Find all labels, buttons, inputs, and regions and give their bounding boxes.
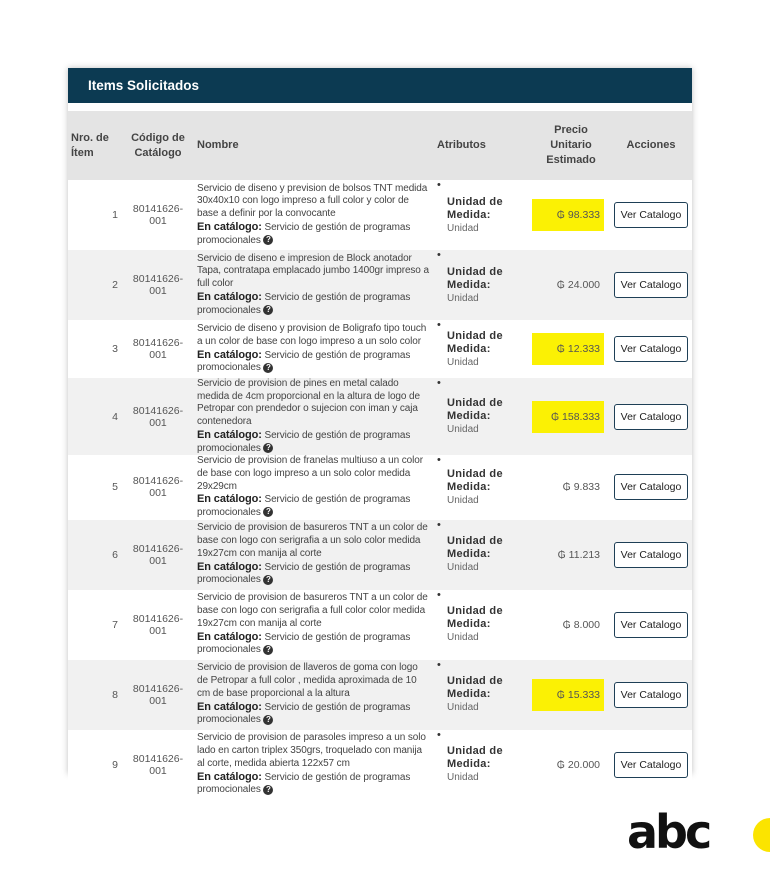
catalog-value: Servicio de gestión de programas promocionales bbox=[197, 349, 411, 374]
item-name-cell bbox=[194, 660, 434, 730]
attr-value: Unidad bbox=[447, 292, 479, 304]
item-code: 80141626-001 bbox=[122, 520, 194, 590]
item-attributes bbox=[434, 250, 532, 320]
item-code: 80141626-001 bbox=[122, 455, 194, 520]
item-name-cell bbox=[194, 250, 434, 320]
help-icon[interactable]: ? bbox=[263, 785, 273, 795]
table-row bbox=[68, 730, 692, 800]
attr-label: Unidad de Medida: bbox=[447, 467, 503, 493]
item-name: Servicio de provision de basureros TNT a un color de base con logo con serigrafia a full color color medida 19x27cm con manija al corte bbox=[197, 592, 428, 629]
ver-catalogo-button[interactable]: Ver Catalogo bbox=[614, 612, 688, 638]
item-name: Servicio de provision de llaveros de goma con logo de Petropar a full color , medida aproximada de 10 cm de base proporcional a la altura bbox=[197, 662, 418, 699]
attr-label: Unidad de Medida: bbox=[447, 397, 503, 423]
ver-catalogo-button[interactable]: Ver Catalogo bbox=[614, 752, 688, 778]
item-actions bbox=[610, 520, 692, 590]
item-price: ₲ 20.000 bbox=[556, 758, 600, 771]
item-price: ₲ 11.213 bbox=[557, 548, 600, 561]
item-name: Servicio de diseno y prevision de bolsos TNT medida 30x40x10 con logo impreso a full color y color de base a definir por la convocante bbox=[197, 182, 428, 220]
item-name-cell bbox=[194, 730, 434, 800]
ver-catalogo-button[interactable]: Ver Catalogo bbox=[614, 682, 688, 708]
col-header-acciones: Acciones bbox=[610, 111, 692, 180]
item-name-cell bbox=[194, 590, 434, 660]
item-price-cell bbox=[532, 455, 610, 520]
item-price-cell bbox=[532, 520, 610, 590]
item-name-cell bbox=[194, 378, 434, 455]
item-price: ₲ 9.833 bbox=[562, 481, 600, 494]
col-header-atributos: Atributos bbox=[434, 111, 532, 180]
catalog-label: En catálogo: bbox=[197, 770, 262, 783]
bullet-icon: • bbox=[437, 658, 441, 671]
attr-value: Unidad bbox=[447, 222, 479, 234]
item-number: 5 bbox=[68, 455, 122, 520]
attr-label: Unidad de Medida: bbox=[447, 195, 503, 221]
col-header-codigo: Código de Catálogo bbox=[122, 111, 194, 180]
catalog-value: Servicio de gestión de programas promocionales bbox=[197, 291, 411, 316]
catalog-value: Servicio de gestión de programas promocionales bbox=[197, 701, 411, 726]
help-icon[interactable]: ? bbox=[263, 645, 273, 655]
attr-value: Unidad bbox=[447, 424, 479, 436]
item-attributes bbox=[434, 730, 532, 800]
catalog-value: Servicio de gestión de programas promocionales bbox=[197, 771, 411, 796]
item-actions bbox=[610, 590, 692, 660]
item-attributes bbox=[434, 378, 532, 455]
bullet-icon: • bbox=[437, 377, 441, 389]
item-name: Servicio de provision de parasoles impreso a un solo lado en carton triplex 350grs, troquelado con manija al corte, medida abierta 122x57 cm bbox=[197, 732, 426, 769]
attr-label: Unidad de Medida: bbox=[447, 535, 503, 561]
catalog-label: En catálogo: bbox=[197, 290, 262, 303]
table-row bbox=[68, 520, 692, 590]
item-number: 8 bbox=[68, 660, 122, 730]
attr-value: Unidad bbox=[447, 356, 479, 368]
catalog-label: En catálogo: bbox=[197, 560, 262, 573]
table-row bbox=[68, 320, 692, 378]
items-panel bbox=[68, 68, 692, 796]
item-name: Servicio de provision de basureros TNT a un color de base con logo con serigrafia a un solo color medida 19x27cm con manija al corte bbox=[197, 522, 428, 559]
attr-label: Unidad de Medida: bbox=[447, 745, 503, 771]
item-name-cell bbox=[194, 520, 434, 590]
help-icon[interactable]: ? bbox=[263, 575, 273, 585]
item-actions bbox=[610, 378, 692, 455]
attr-label: Unidad de Medida: bbox=[447, 265, 503, 291]
item-actions bbox=[610, 250, 692, 320]
item-attributes bbox=[434, 660, 532, 730]
catalog-label: En catálogo: bbox=[197, 428, 262, 441]
item-attributes bbox=[434, 455, 532, 520]
catalog-value: Servicio de gestión de programas promocionales bbox=[197, 429, 411, 454]
item-price-cell bbox=[532, 378, 610, 455]
table-row bbox=[68, 378, 692, 455]
item-price: ₲ 15.333 bbox=[531, 679, 604, 711]
item-name-cell bbox=[194, 180, 434, 250]
attr-value: Unidad bbox=[447, 562, 479, 574]
table-row bbox=[68, 455, 692, 520]
attr-label: Unidad de Medida: bbox=[447, 675, 503, 701]
item-actions bbox=[610, 660, 692, 730]
bullet-icon: • bbox=[437, 728, 441, 741]
item-price: ₲ 8.000 bbox=[562, 618, 600, 631]
attr-value: Unidad bbox=[447, 702, 479, 714]
items-table bbox=[68, 111, 692, 800]
ver-catalogo-button[interactable]: Ver Catalogo bbox=[614, 474, 688, 500]
panel-title: Items Solicitados bbox=[68, 68, 692, 103]
catalog-label: En catálogo: bbox=[197, 220, 262, 233]
item-name: Servicio de provision de franelas multiuso a un color de base con logo impreso a un solo color medida 29x29cm bbox=[197, 455, 423, 492]
table-row bbox=[68, 250, 692, 320]
bullet-icon: • bbox=[437, 454, 441, 467]
ver-catalogo-button[interactable]: Ver Catalogo bbox=[614, 336, 688, 362]
item-code: 80141626-001 bbox=[122, 378, 194, 455]
ver-catalogo-button[interactable]: Ver Catalogo bbox=[614, 542, 688, 568]
attr-label: Unidad de Medida: bbox=[447, 329, 503, 355]
item-price: ₲ 98.333 bbox=[531, 199, 604, 231]
help-icon[interactable]: ? bbox=[263, 363, 273, 373]
logo-yellow-mark bbox=[753, 818, 770, 852]
bullet-icon: • bbox=[437, 249, 441, 261]
item-price: ₲ 158.333 bbox=[531, 401, 604, 433]
catalog-label: En catálogo: bbox=[197, 630, 262, 643]
item-price: ₲ 24.000 bbox=[556, 279, 600, 291]
item-number: 9 bbox=[68, 730, 122, 800]
item-code: 80141626-001 bbox=[122, 660, 194, 730]
table-row bbox=[68, 590, 692, 660]
item-attributes bbox=[434, 520, 532, 590]
item-number: 6 bbox=[68, 520, 122, 590]
item-attributes bbox=[434, 320, 532, 378]
item-price-cell bbox=[532, 590, 610, 660]
item-name-cell bbox=[194, 455, 434, 520]
item-name: Servicio de provision de pines en metal calado medida de 4cm proporcional en la altura de logo de Petropar con prendedor o sujecion con iman y caja contenedora bbox=[197, 378, 420, 428]
item-price-cell bbox=[532, 730, 610, 800]
item-actions bbox=[610, 730, 692, 800]
ver-catalogo-button[interactable]: Ver Catalogo bbox=[614, 272, 688, 298]
bullet-icon: • bbox=[437, 179, 441, 191]
catalog-value: Servicio de gestión de programas promocionales bbox=[197, 221, 411, 246]
abc-logo bbox=[627, 805, 770, 860]
catalog-label: En catálogo: bbox=[197, 348, 262, 361]
item-price-cell bbox=[532, 180, 610, 250]
item-number: 7 bbox=[68, 590, 122, 660]
item-actions bbox=[610, 180, 692, 250]
help-icon[interactable]: ? bbox=[263, 235, 273, 245]
attr-value: Unidad bbox=[447, 632, 479, 644]
item-code: 80141626-001 bbox=[122, 320, 194, 378]
attr-value: Unidad bbox=[447, 772, 479, 784]
item-actions bbox=[610, 320, 692, 378]
table-row bbox=[68, 660, 692, 730]
item-code: 80141626-001 bbox=[122, 590, 194, 660]
help-icon[interactable]: ? bbox=[263, 715, 273, 725]
item-number: 3 bbox=[68, 320, 122, 378]
col-header-nombre: Nombre bbox=[194, 111, 434, 180]
item-code: 80141626-001 bbox=[122, 730, 194, 800]
item-number: 2 bbox=[68, 250, 122, 320]
item-attributes bbox=[434, 180, 532, 250]
col-header-precio: Precio Unitario Estimado bbox=[532, 111, 610, 180]
catalog-label: En catálogo: bbox=[197, 700, 262, 713]
item-price-cell bbox=[532, 250, 610, 320]
help-icon[interactable]: ? bbox=[263, 443, 273, 453]
attr-label: Unidad de Medida: bbox=[447, 605, 503, 631]
help-icon[interactable]: ? bbox=[263, 305, 273, 315]
item-code: 80141626-001 bbox=[122, 180, 194, 250]
bullet-icon: • bbox=[437, 588, 441, 601]
table-header-row bbox=[68, 111, 692, 180]
item-price-cell bbox=[532, 660, 610, 730]
ver-catalogo-button[interactable]: Ver Catalogo bbox=[614, 404, 688, 430]
bullet-icon: • bbox=[437, 518, 441, 531]
abc-logo-text: abc bbox=[627, 805, 710, 859]
table-row bbox=[68, 180, 692, 250]
catalog-label: En catálogo: bbox=[197, 493, 262, 506]
catalog-value: Servicio de gestión de programas promocionales bbox=[197, 631, 411, 656]
item-number: 1 bbox=[68, 180, 122, 250]
catalog-value: Servicio de gestión de programas promocionales bbox=[197, 494, 411, 519]
item-actions bbox=[610, 455, 692, 520]
item-attributes bbox=[434, 590, 532, 660]
help-icon[interactable]: ? bbox=[263, 507, 273, 517]
item-name: Servicio de diseno e impresion de Block anotador Tapa, contratapa emplacado jumbo 1400gr impreso a full color bbox=[197, 252, 429, 290]
item-name: Servicio de diseno y provision de Boligrafo tipo touch a un color de base con logo impreso a un solo color bbox=[197, 323, 427, 347]
col-header-nro: Nro. de Ítem bbox=[68, 111, 122, 180]
ver-catalogo-button[interactable]: Ver Catalogo bbox=[614, 202, 688, 228]
item-code: 80141626-001 bbox=[122, 250, 194, 320]
catalog-value: Servicio de gestión de programas promocionales bbox=[197, 561, 411, 586]
bullet-icon: • bbox=[437, 319, 441, 331]
item-price: ₲ 12.333 bbox=[531, 333, 604, 365]
item-price-cell bbox=[532, 320, 610, 378]
attr-value: Unidad bbox=[447, 494, 479, 506]
item-number: 4 bbox=[68, 378, 122, 455]
item-name-cell bbox=[194, 320, 434, 378]
